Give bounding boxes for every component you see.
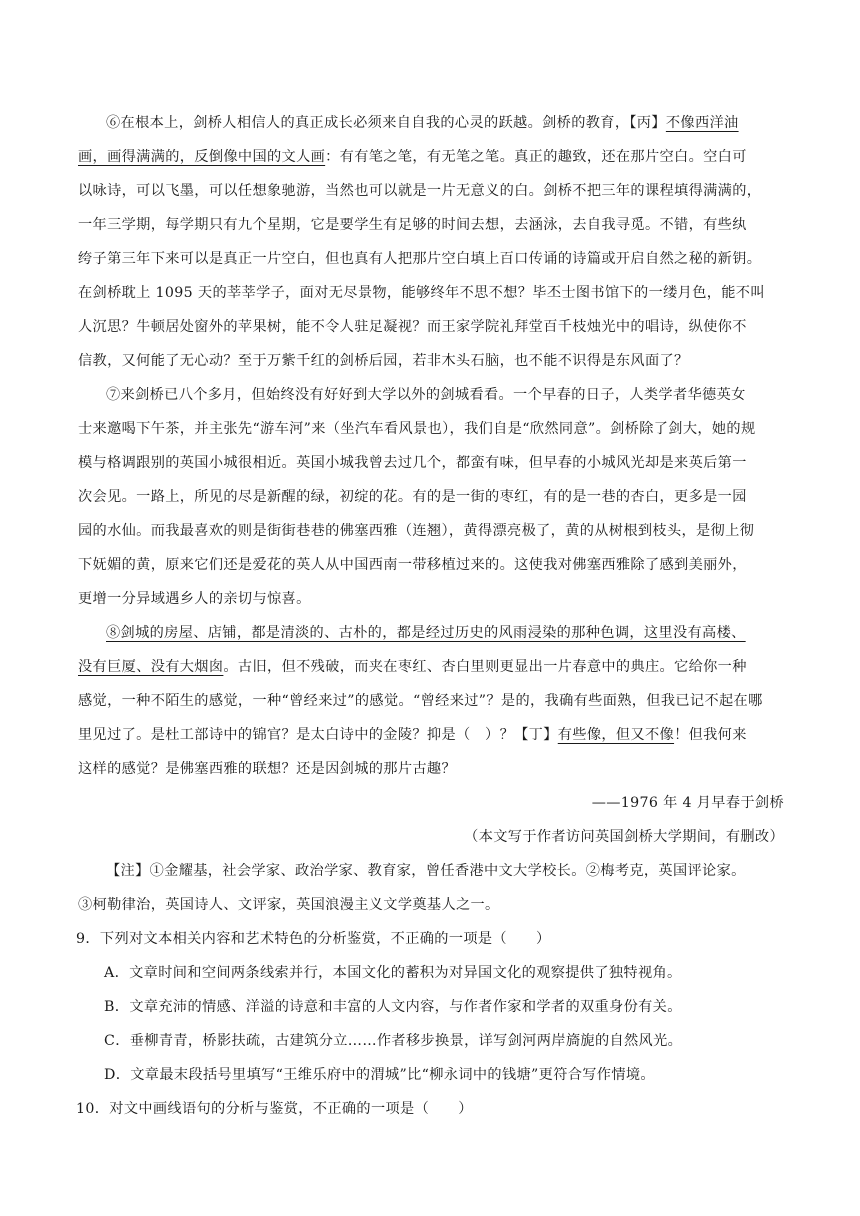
para8-text: 里见过了。是杜工部诗中的锦官？是太白诗中的金陵？抑是（ ）？【丁】 — [78, 727, 558, 743]
underlined-sentence: 画，画得满满的，反倒像中国的文人画 — [78, 149, 326, 165]
para6-text: ：有有笔之笔，有无笔之笔。真正的趣致，还在那片空白。空白可 — [325, 149, 747, 165]
para6-line1 — [106, 112, 739, 132]
para7-line5: 园的水仙。而我最喜欢的则是街街巷巷的佛塞西雅（连翘），黄得漂亮极了，黄的从树根到枝头，是彻上彻 — [78, 523, 755, 539]
para6-line7: 人沉思？牛顿居处窗外的苹果树，能不令人驻足凝视？而王家学院礼拜堂百千枝烛光中的唱诗，纵使你不 — [78, 319, 747, 335]
signature: ——1976 年 4 月早春于剑桥 — [591, 795, 784, 811]
notes-line1: 【注】①金耀基，社会学家、政治学家、教育家，曾任香港中文大学校长。②梅考克，英国评论家。 — [106, 863, 746, 879]
para8-text: ！但我何来 — [674, 727, 747, 743]
question-9-option-a: A．文章时间和空间两条线索并行，本国文化的蓄积为对异国文化的观察提供了独特视角。 — [104, 965, 682, 981]
underlined-sentence: 没有巨厦、没有大烟囱 — [78, 659, 224, 675]
question-9-option-d: D．文章最末段括号里填写“王维乐府中的渭城”比“柳永词中的钱塘”更符合写作情境。 — [104, 1067, 655, 1083]
question-9-option-c: C．垂柳青青，桥影扶疏，古建筑分立……作者移步换景，详写剑河两岸旖旎的自然风光。 — [104, 1033, 683, 1049]
para7-line4: 次会见。一路上，所见的尽是新醒的绿，初绽的花。有的是一街的枣红，有的是一巷的杏白，更多是一园 — [78, 489, 747, 505]
para8-line4 — [78, 724, 747, 744]
para7-line1: ⑦来剑桥已八个多月，但始终没有好好到大学以外的剑城看看。一个早春的日子，人类学者华德英女 — [106, 387, 746, 403]
para8-line5: 这样的感觉？是佛塞西雅的联想？还是因剑城的那片古趣？ — [78, 761, 456, 777]
para8-line2 — [78, 656, 747, 676]
para6-line6: 在剑桥耽上 1095 天的莘莘学子，面对无尽景物，能够终年不思不想？毕丕士图书馆下的一缕月色，能不叫 — [78, 285, 765, 301]
question-9-stem: 9．下列对文本相关内容和艺术特色的分析鉴赏，不正确的一项是（ ） — [76, 931, 551, 947]
para7-line3: 模与格调跟别的英国小城很相近。英国小城我曾去过几个，都蛮有味，但早春的小城风光却是来英后第一 — [78, 455, 747, 471]
underlined-sentence: 不像西洋油 — [665, 115, 739, 131]
para6-line3: 以咏诗，可以飞墨，可以任想象驰游，当然也可以就是一片无意义的白。剑桥不把三年的课程填得满满的， — [78, 183, 762, 199]
source-note: （本文写于作者访问英国剑桥大学期间，有删改） — [464, 829, 784, 845]
para7-line2: 士来邀喝下午茶，并主张先“游车河”来（坐汽车看风景也），我们自是“欣然同意”。剑桥除了剑大，她的规 — [78, 421, 756, 437]
para8-text: 。古旧，但不残破，而夹在枣红、杏白里则更显出一片春意中的典庄。它给你一种 — [223, 659, 747, 675]
underlined-sentence: ⑧剑城的房屋、店铺，都是清淡的、古朴的，都是经过历史的风雨浸染的那种色调，这里没有高楼、 — [106, 625, 746, 641]
para6-line8: 信教，又何能了无心动？至于万紫千红的剑桥后园，若非木头石脑，也不能不识得是东风面了？ — [78, 353, 689, 369]
para7-line7: 更增一分异域遇乡人的亲切与惊喜。 — [78, 591, 311, 607]
question-9-option-b: B．文章充沛的情感、洋溢的诗意和丰富的人文内容，与作者作家和学者的双重身份有关。 — [104, 999, 682, 1015]
para8-line1 — [106, 622, 746, 642]
para8-line3: 感觉，一种不陌生的感觉，一种“曾经来过”的感觉。“曾经来过”？是的，我确有些面熟，但我已记不起在哪 — [78, 693, 763, 709]
para7-line6: 下妩媚的黄，原来它们还是爱花的英人从中国西南一带移植过来的。这使我对佛塞西雅除了感到美丽外， — [78, 557, 747, 573]
para6-line5: 绔子第三年下来可以是真正一片空白，但也真有人把那片空白填上百口传诵的诗篇或开启自然之秘的新钥。 — [78, 251, 762, 267]
notes-line2: ③柯勒律治，英国诗人、文评家，英国浪漫主义文学奠基人之一。 — [78, 897, 500, 913]
para6-line4: 一年三学期，每学期只有九个星期，它是要学生有足够的时间去想，去涵泳，去自我寻觅。不错，有些纨 — [78, 217, 747, 233]
para6-text: ⑥在根本上，剑桥人相信人的真正成长必须来自自我的心灵的跃越。剑桥的教育，【丙】 — [106, 115, 666, 131]
question-10-stem: 10．对文中画线语句的分析与鉴赏，不正确的一项是（ ） — [76, 1101, 473, 1117]
underlined-sentence: 有些像，但又不像 — [557, 727, 675, 743]
para6-line2 — [78, 146, 747, 166]
